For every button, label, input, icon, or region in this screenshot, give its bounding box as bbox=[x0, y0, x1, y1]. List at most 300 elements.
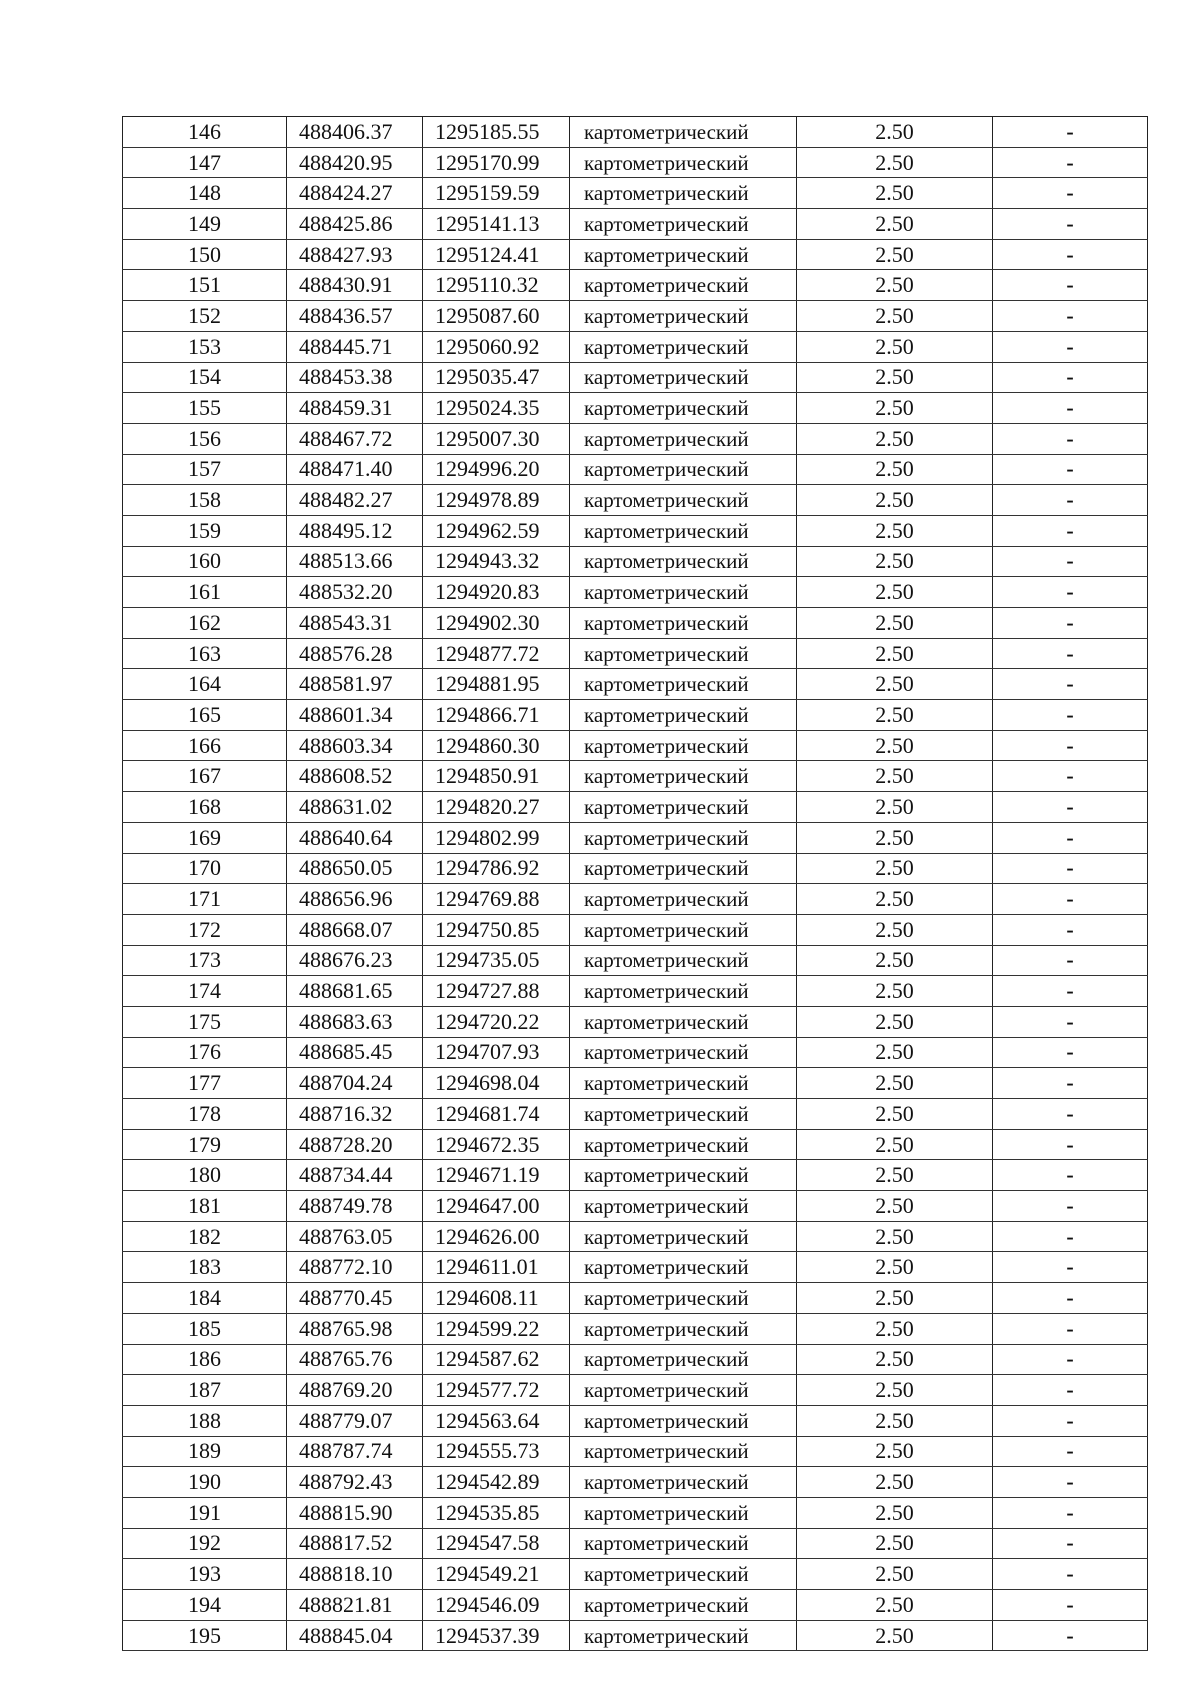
method-cell: картометрический bbox=[570, 577, 797, 608]
y-coordinate-cell: 1294546.09 bbox=[423, 1590, 570, 1621]
note-cell: - bbox=[993, 608, 1148, 639]
x-coordinate-cell: 488513.66 bbox=[287, 546, 423, 577]
note-cell: - bbox=[993, 270, 1148, 301]
method-cell: картометрический bbox=[570, 454, 797, 485]
note-cell: - bbox=[993, 1006, 1148, 1037]
accuracy-cell: 2.50 bbox=[797, 1405, 993, 1436]
point-number-cell: 150 bbox=[123, 239, 287, 270]
accuracy-cell: 2.50 bbox=[797, 270, 993, 301]
accuracy-cell: 2.50 bbox=[797, 822, 993, 853]
x-coordinate-cell: 488650.05 bbox=[287, 853, 423, 884]
table-row bbox=[123, 1283, 1148, 1314]
note-cell: - bbox=[993, 117, 1148, 148]
table-row bbox=[123, 117, 1148, 148]
method-cell: картометрический bbox=[570, 1436, 797, 1467]
x-coordinate-cell: 488728.20 bbox=[287, 1129, 423, 1160]
point-number-cell: 174 bbox=[123, 976, 287, 1007]
table-row bbox=[123, 700, 1148, 731]
accuracy-cell: 2.50 bbox=[797, 1313, 993, 1344]
y-coordinate-cell: 1294608.11 bbox=[423, 1283, 570, 1314]
method-cell: картометрический bbox=[570, 1620, 797, 1651]
y-coordinate-cell: 1295185.55 bbox=[423, 117, 570, 148]
point-number-cell: 160 bbox=[123, 546, 287, 577]
method-cell: картометрический bbox=[570, 1313, 797, 1344]
accuracy-cell: 2.50 bbox=[797, 1497, 993, 1528]
y-coordinate-cell: 1295087.60 bbox=[423, 301, 570, 332]
note-cell: - bbox=[993, 147, 1148, 178]
note-cell: - bbox=[993, 1528, 1148, 1559]
x-coordinate-cell: 488424.27 bbox=[287, 178, 423, 209]
table-row bbox=[123, 1099, 1148, 1130]
point-number-cell: 186 bbox=[123, 1344, 287, 1375]
table-row bbox=[123, 178, 1148, 209]
point-number-cell: 168 bbox=[123, 792, 287, 823]
method-cell: картометрический bbox=[570, 884, 797, 915]
point-number-cell: 191 bbox=[123, 1497, 287, 1528]
point-number-cell: 171 bbox=[123, 884, 287, 915]
y-coordinate-cell: 1294547.58 bbox=[423, 1528, 570, 1559]
table-row bbox=[123, 945, 1148, 976]
accuracy-cell: 2.50 bbox=[797, 1559, 993, 1590]
method-cell: картометрический bbox=[570, 1191, 797, 1222]
note-cell: - bbox=[993, 546, 1148, 577]
note-cell: - bbox=[993, 1375, 1148, 1406]
method-cell: картометрический bbox=[570, 209, 797, 240]
x-coordinate-cell: 488406.37 bbox=[287, 117, 423, 148]
accuracy-cell: 2.50 bbox=[797, 1436, 993, 1467]
method-cell: картометрический bbox=[570, 423, 797, 454]
point-number-cell: 159 bbox=[123, 515, 287, 546]
x-coordinate-cell: 488436.57 bbox=[287, 301, 423, 332]
accuracy-cell: 2.50 bbox=[797, 884, 993, 915]
coordinates-table bbox=[122, 116, 1148, 1651]
note-cell: - bbox=[993, 1313, 1148, 1344]
table-row bbox=[123, 270, 1148, 301]
x-coordinate-cell: 488685.45 bbox=[287, 1037, 423, 1068]
x-coordinate-cell: 488818.10 bbox=[287, 1559, 423, 1590]
note-cell: - bbox=[993, 1467, 1148, 1498]
y-coordinate-cell: 1294866.71 bbox=[423, 700, 570, 731]
point-number-cell: 148 bbox=[123, 178, 287, 209]
y-coordinate-cell: 1294563.64 bbox=[423, 1405, 570, 1436]
point-number-cell: 167 bbox=[123, 761, 287, 792]
method-cell: картометрический bbox=[570, 1129, 797, 1160]
point-number-cell: 181 bbox=[123, 1191, 287, 1222]
accuracy-cell: 2.50 bbox=[797, 761, 993, 792]
note-cell: - bbox=[993, 1497, 1148, 1528]
y-coordinate-cell: 1294850.91 bbox=[423, 761, 570, 792]
accuracy-cell: 2.50 bbox=[797, 362, 993, 393]
table-row bbox=[123, 515, 1148, 546]
x-coordinate-cell: 488749.78 bbox=[287, 1191, 423, 1222]
method-cell: картометрический bbox=[570, 239, 797, 270]
note-cell: - bbox=[993, 853, 1148, 884]
table-row bbox=[123, 239, 1148, 270]
note-cell: - bbox=[993, 976, 1148, 1007]
table-row bbox=[123, 1006, 1148, 1037]
table-row bbox=[123, 301, 1148, 332]
accuracy-cell: 2.50 bbox=[797, 209, 993, 240]
y-coordinate-cell: 1294537.39 bbox=[423, 1620, 570, 1651]
point-number-cell: 190 bbox=[123, 1467, 287, 1498]
accuracy-cell: 2.50 bbox=[797, 1528, 993, 1559]
y-coordinate-cell: 1294681.74 bbox=[423, 1099, 570, 1130]
accuracy-cell: 2.50 bbox=[797, 914, 993, 945]
accuracy-cell: 2.50 bbox=[797, 608, 993, 639]
note-cell: - bbox=[993, 362, 1148, 393]
note-cell: - bbox=[993, 669, 1148, 700]
x-coordinate-cell: 488453.38 bbox=[287, 362, 423, 393]
y-coordinate-cell: 1294860.30 bbox=[423, 730, 570, 761]
y-coordinate-cell: 1294647.00 bbox=[423, 1191, 570, 1222]
table-row bbox=[123, 1436, 1148, 1467]
accuracy-cell: 2.50 bbox=[797, 1099, 993, 1130]
point-number-cell: 165 bbox=[123, 700, 287, 731]
y-coordinate-cell: 1295159.59 bbox=[423, 178, 570, 209]
method-cell: картометрический bbox=[570, 1006, 797, 1037]
y-coordinate-cell: 1294707.93 bbox=[423, 1037, 570, 1068]
point-number-cell: 176 bbox=[123, 1037, 287, 1068]
method-cell: картометрический bbox=[570, 485, 797, 516]
accuracy-cell: 2.50 bbox=[797, 1590, 993, 1621]
point-number-cell: 195 bbox=[123, 1620, 287, 1651]
point-number-cell: 161 bbox=[123, 577, 287, 608]
table-row bbox=[123, 1313, 1148, 1344]
y-coordinate-cell: 1294802.99 bbox=[423, 822, 570, 853]
accuracy-cell: 2.50 bbox=[797, 1283, 993, 1314]
x-coordinate-cell: 488495.12 bbox=[287, 515, 423, 546]
note-cell: - bbox=[993, 301, 1148, 332]
table-row bbox=[123, 1344, 1148, 1375]
table-row bbox=[123, 331, 1148, 362]
note-cell: - bbox=[993, 700, 1148, 731]
point-number-cell: 182 bbox=[123, 1221, 287, 1252]
y-coordinate-cell: 1295110.32 bbox=[423, 270, 570, 301]
method-cell: картометрический bbox=[570, 178, 797, 209]
method-cell: картометрический bbox=[570, 515, 797, 546]
table-row bbox=[123, 1037, 1148, 1068]
note-cell: - bbox=[993, 209, 1148, 240]
note-cell: - bbox=[993, 485, 1148, 516]
y-coordinate-cell: 1294549.21 bbox=[423, 1559, 570, 1590]
x-coordinate-cell: 488787.74 bbox=[287, 1436, 423, 1467]
x-coordinate-cell: 488459.31 bbox=[287, 393, 423, 424]
table-row bbox=[123, 792, 1148, 823]
x-coordinate-cell: 488532.20 bbox=[287, 577, 423, 608]
method-cell: картометрический bbox=[570, 546, 797, 577]
x-coordinate-cell: 488430.91 bbox=[287, 270, 423, 301]
point-number-cell: 166 bbox=[123, 730, 287, 761]
method-cell: картометрический bbox=[570, 608, 797, 639]
table-row bbox=[123, 209, 1148, 240]
y-coordinate-cell: 1294720.22 bbox=[423, 1006, 570, 1037]
note-cell: - bbox=[993, 792, 1148, 823]
table-row bbox=[123, 1497, 1148, 1528]
point-number-cell: 180 bbox=[123, 1160, 287, 1191]
table-row bbox=[123, 1559, 1148, 1590]
x-coordinate-cell: 488765.98 bbox=[287, 1313, 423, 1344]
point-number-cell: 152 bbox=[123, 301, 287, 332]
accuracy-cell: 2.50 bbox=[797, 423, 993, 454]
method-cell: картометрический bbox=[570, 117, 797, 148]
accuracy-cell: 2.50 bbox=[797, 577, 993, 608]
point-number-cell: 155 bbox=[123, 393, 287, 424]
table-row bbox=[123, 1375, 1148, 1406]
accuracy-cell: 2.50 bbox=[797, 485, 993, 516]
accuracy-cell: 2.50 bbox=[797, 117, 993, 148]
note-cell: - bbox=[993, 1405, 1148, 1436]
y-coordinate-cell: 1294626.00 bbox=[423, 1221, 570, 1252]
note-cell: - bbox=[993, 1221, 1148, 1252]
point-number-cell: 177 bbox=[123, 1068, 287, 1099]
method-cell: картометрический bbox=[570, 270, 797, 301]
point-number-cell: 187 bbox=[123, 1375, 287, 1406]
y-coordinate-cell: 1294671.19 bbox=[423, 1160, 570, 1191]
table-row bbox=[123, 976, 1148, 1007]
point-number-cell: 157 bbox=[123, 454, 287, 485]
note-cell: - bbox=[993, 1283, 1148, 1314]
note-cell: - bbox=[993, 1559, 1148, 1590]
y-coordinate-cell: 1294599.22 bbox=[423, 1313, 570, 1344]
accuracy-cell: 2.50 bbox=[797, 1006, 993, 1037]
method-cell: картометрический bbox=[570, 945, 797, 976]
note-cell: - bbox=[993, 239, 1148, 270]
x-coordinate-cell: 488716.32 bbox=[287, 1099, 423, 1130]
y-coordinate-cell: 1294820.27 bbox=[423, 792, 570, 823]
accuracy-cell: 2.50 bbox=[797, 792, 993, 823]
y-coordinate-cell: 1294978.89 bbox=[423, 485, 570, 516]
accuracy-cell: 2.50 bbox=[797, 515, 993, 546]
x-coordinate-cell: 488704.24 bbox=[287, 1068, 423, 1099]
note-cell: - bbox=[993, 423, 1148, 454]
note-cell: - bbox=[993, 393, 1148, 424]
y-coordinate-cell: 1294611.01 bbox=[423, 1252, 570, 1283]
x-coordinate-cell: 488640.64 bbox=[287, 822, 423, 853]
note-cell: - bbox=[993, 178, 1148, 209]
note-cell: - bbox=[993, 454, 1148, 485]
accuracy-cell: 2.50 bbox=[797, 1068, 993, 1099]
method-cell: картометрический bbox=[570, 730, 797, 761]
x-coordinate-cell: 488668.07 bbox=[287, 914, 423, 945]
table-row bbox=[123, 638, 1148, 669]
method-cell: картометрический bbox=[570, 331, 797, 362]
y-coordinate-cell: 1295024.35 bbox=[423, 393, 570, 424]
x-coordinate-cell: 488770.45 bbox=[287, 1283, 423, 1314]
method-cell: картометрический bbox=[570, 1467, 797, 1498]
note-cell: - bbox=[993, 577, 1148, 608]
accuracy-cell: 2.50 bbox=[797, 669, 993, 700]
table-row bbox=[123, 362, 1148, 393]
method-cell: картометрический bbox=[570, 1221, 797, 1252]
method-cell: картометрический bbox=[570, 1528, 797, 1559]
point-number-cell: 170 bbox=[123, 853, 287, 884]
point-number-cell: 185 bbox=[123, 1313, 287, 1344]
table-row bbox=[123, 914, 1148, 945]
point-number-cell: 149 bbox=[123, 209, 287, 240]
method-cell: картометрический bbox=[570, 1344, 797, 1375]
point-number-cell: 154 bbox=[123, 362, 287, 393]
point-number-cell: 189 bbox=[123, 1436, 287, 1467]
method-cell: картометрический bbox=[570, 1037, 797, 1068]
note-cell: - bbox=[993, 914, 1148, 945]
x-coordinate-cell: 488772.10 bbox=[287, 1252, 423, 1283]
y-coordinate-cell: 1294698.04 bbox=[423, 1068, 570, 1099]
x-coordinate-cell: 488817.52 bbox=[287, 1528, 423, 1559]
note-cell: - bbox=[993, 1099, 1148, 1130]
x-coordinate-cell: 488601.34 bbox=[287, 700, 423, 731]
x-coordinate-cell: 488482.27 bbox=[287, 485, 423, 516]
y-coordinate-cell: 1294535.85 bbox=[423, 1497, 570, 1528]
note-cell: - bbox=[993, 331, 1148, 362]
point-number-cell: 194 bbox=[123, 1590, 287, 1621]
y-coordinate-cell: 1294962.59 bbox=[423, 515, 570, 546]
point-number-cell: 158 bbox=[123, 485, 287, 516]
table-row bbox=[123, 822, 1148, 853]
x-coordinate-cell: 488445.71 bbox=[287, 331, 423, 362]
method-cell: картометрический bbox=[570, 301, 797, 332]
accuracy-cell: 2.50 bbox=[797, 1467, 993, 1498]
x-coordinate-cell: 488420.95 bbox=[287, 147, 423, 178]
table-row bbox=[123, 1590, 1148, 1621]
y-coordinate-cell: 1294769.88 bbox=[423, 884, 570, 915]
x-coordinate-cell: 488681.65 bbox=[287, 976, 423, 1007]
note-cell: - bbox=[993, 1620, 1148, 1651]
accuracy-cell: 2.50 bbox=[797, 945, 993, 976]
table-row bbox=[123, 1068, 1148, 1099]
x-coordinate-cell: 488576.28 bbox=[287, 638, 423, 669]
x-coordinate-cell: 488683.63 bbox=[287, 1006, 423, 1037]
table-row bbox=[123, 1405, 1148, 1436]
point-number-cell: 179 bbox=[123, 1129, 287, 1160]
table-row bbox=[123, 423, 1148, 454]
x-coordinate-cell: 488769.20 bbox=[287, 1375, 423, 1406]
x-coordinate-cell: 488656.96 bbox=[287, 884, 423, 915]
table-row bbox=[123, 669, 1148, 700]
y-coordinate-cell: 1294750.85 bbox=[423, 914, 570, 945]
x-coordinate-cell: 488815.90 bbox=[287, 1497, 423, 1528]
point-number-cell: 169 bbox=[123, 822, 287, 853]
y-coordinate-cell: 1294902.30 bbox=[423, 608, 570, 639]
y-coordinate-cell: 1294672.35 bbox=[423, 1129, 570, 1160]
note-cell: - bbox=[993, 1191, 1148, 1222]
method-cell: картометрический bbox=[570, 761, 797, 792]
table-row bbox=[123, 608, 1148, 639]
accuracy-cell: 2.50 bbox=[797, 1620, 993, 1651]
x-coordinate-cell: 488763.05 bbox=[287, 1221, 423, 1252]
x-coordinate-cell: 488425.86 bbox=[287, 209, 423, 240]
accuracy-cell: 2.50 bbox=[797, 1375, 993, 1406]
y-coordinate-cell: 1295035.47 bbox=[423, 362, 570, 393]
y-coordinate-cell: 1294881.95 bbox=[423, 669, 570, 700]
table-row bbox=[123, 1160, 1148, 1191]
y-coordinate-cell: 1294727.88 bbox=[423, 976, 570, 1007]
table-row bbox=[123, 1129, 1148, 1160]
method-cell: картометрический bbox=[570, 1497, 797, 1528]
table-row bbox=[123, 761, 1148, 792]
note-cell: - bbox=[993, 1160, 1148, 1191]
table-row bbox=[123, 1467, 1148, 1498]
y-coordinate-cell: 1294996.20 bbox=[423, 454, 570, 485]
note-cell: - bbox=[993, 1252, 1148, 1283]
accuracy-cell: 2.50 bbox=[797, 546, 993, 577]
accuracy-cell: 2.50 bbox=[797, 1129, 993, 1160]
y-coordinate-cell: 1295007.30 bbox=[423, 423, 570, 454]
note-cell: - bbox=[993, 761, 1148, 792]
table-row bbox=[123, 1221, 1148, 1252]
method-cell: картометрический bbox=[570, 853, 797, 884]
y-coordinate-cell: 1294920.83 bbox=[423, 577, 570, 608]
x-coordinate-cell: 488467.72 bbox=[287, 423, 423, 454]
accuracy-cell: 2.50 bbox=[797, 301, 993, 332]
table-row bbox=[123, 147, 1148, 178]
method-cell: картометрический bbox=[570, 147, 797, 178]
x-coordinate-cell: 488543.31 bbox=[287, 608, 423, 639]
table-row bbox=[123, 1252, 1148, 1283]
method-cell: картометрический bbox=[570, 914, 797, 945]
accuracy-cell: 2.50 bbox=[797, 178, 993, 209]
note-cell: - bbox=[993, 1436, 1148, 1467]
accuracy-cell: 2.50 bbox=[797, 1037, 993, 1068]
method-cell: картометрический bbox=[570, 362, 797, 393]
point-number-cell: 147 bbox=[123, 147, 287, 178]
x-coordinate-cell: 488471.40 bbox=[287, 454, 423, 485]
method-cell: картометрический bbox=[570, 1405, 797, 1436]
note-cell: - bbox=[993, 945, 1148, 976]
y-coordinate-cell: 1295170.99 bbox=[423, 147, 570, 178]
x-coordinate-cell: 488631.02 bbox=[287, 792, 423, 823]
accuracy-cell: 2.50 bbox=[797, 700, 993, 731]
method-cell: картометрический bbox=[570, 1068, 797, 1099]
table-row bbox=[123, 884, 1148, 915]
method-cell: картометрический bbox=[570, 700, 797, 731]
x-coordinate-cell: 488821.81 bbox=[287, 1590, 423, 1621]
point-number-cell: 164 bbox=[123, 669, 287, 700]
point-number-cell: 193 bbox=[123, 1559, 287, 1590]
note-cell: - bbox=[993, 515, 1148, 546]
y-coordinate-cell: 1294577.72 bbox=[423, 1375, 570, 1406]
note-cell: - bbox=[993, 822, 1148, 853]
y-coordinate-cell: 1294555.73 bbox=[423, 1436, 570, 1467]
accuracy-cell: 2.50 bbox=[797, 239, 993, 270]
method-cell: картометрический bbox=[570, 393, 797, 424]
note-cell: - bbox=[993, 730, 1148, 761]
x-coordinate-cell: 488427.93 bbox=[287, 239, 423, 270]
note-cell: - bbox=[993, 1068, 1148, 1099]
point-number-cell: 151 bbox=[123, 270, 287, 301]
table-row bbox=[123, 1191, 1148, 1222]
point-number-cell: 192 bbox=[123, 1528, 287, 1559]
table-row bbox=[123, 1620, 1148, 1651]
point-number-cell: 178 bbox=[123, 1099, 287, 1130]
point-number-cell: 173 bbox=[123, 945, 287, 976]
accuracy-cell: 2.50 bbox=[797, 393, 993, 424]
y-coordinate-cell: 1294735.05 bbox=[423, 945, 570, 976]
note-cell: - bbox=[993, 1037, 1148, 1068]
note-cell: - bbox=[993, 1129, 1148, 1160]
x-coordinate-cell: 488734.44 bbox=[287, 1160, 423, 1191]
point-number-cell: 162 bbox=[123, 608, 287, 639]
coordinates-table-body bbox=[123, 117, 1148, 1651]
y-coordinate-cell: 1294542.89 bbox=[423, 1467, 570, 1498]
accuracy-cell: 2.50 bbox=[797, 331, 993, 362]
table-row bbox=[123, 1528, 1148, 1559]
note-cell: - bbox=[993, 884, 1148, 915]
y-coordinate-cell: 1295060.92 bbox=[423, 331, 570, 362]
method-cell: картометрический bbox=[570, 1160, 797, 1191]
method-cell: картометрический bbox=[570, 1559, 797, 1590]
point-number-cell: 183 bbox=[123, 1252, 287, 1283]
point-number-cell: 156 bbox=[123, 423, 287, 454]
